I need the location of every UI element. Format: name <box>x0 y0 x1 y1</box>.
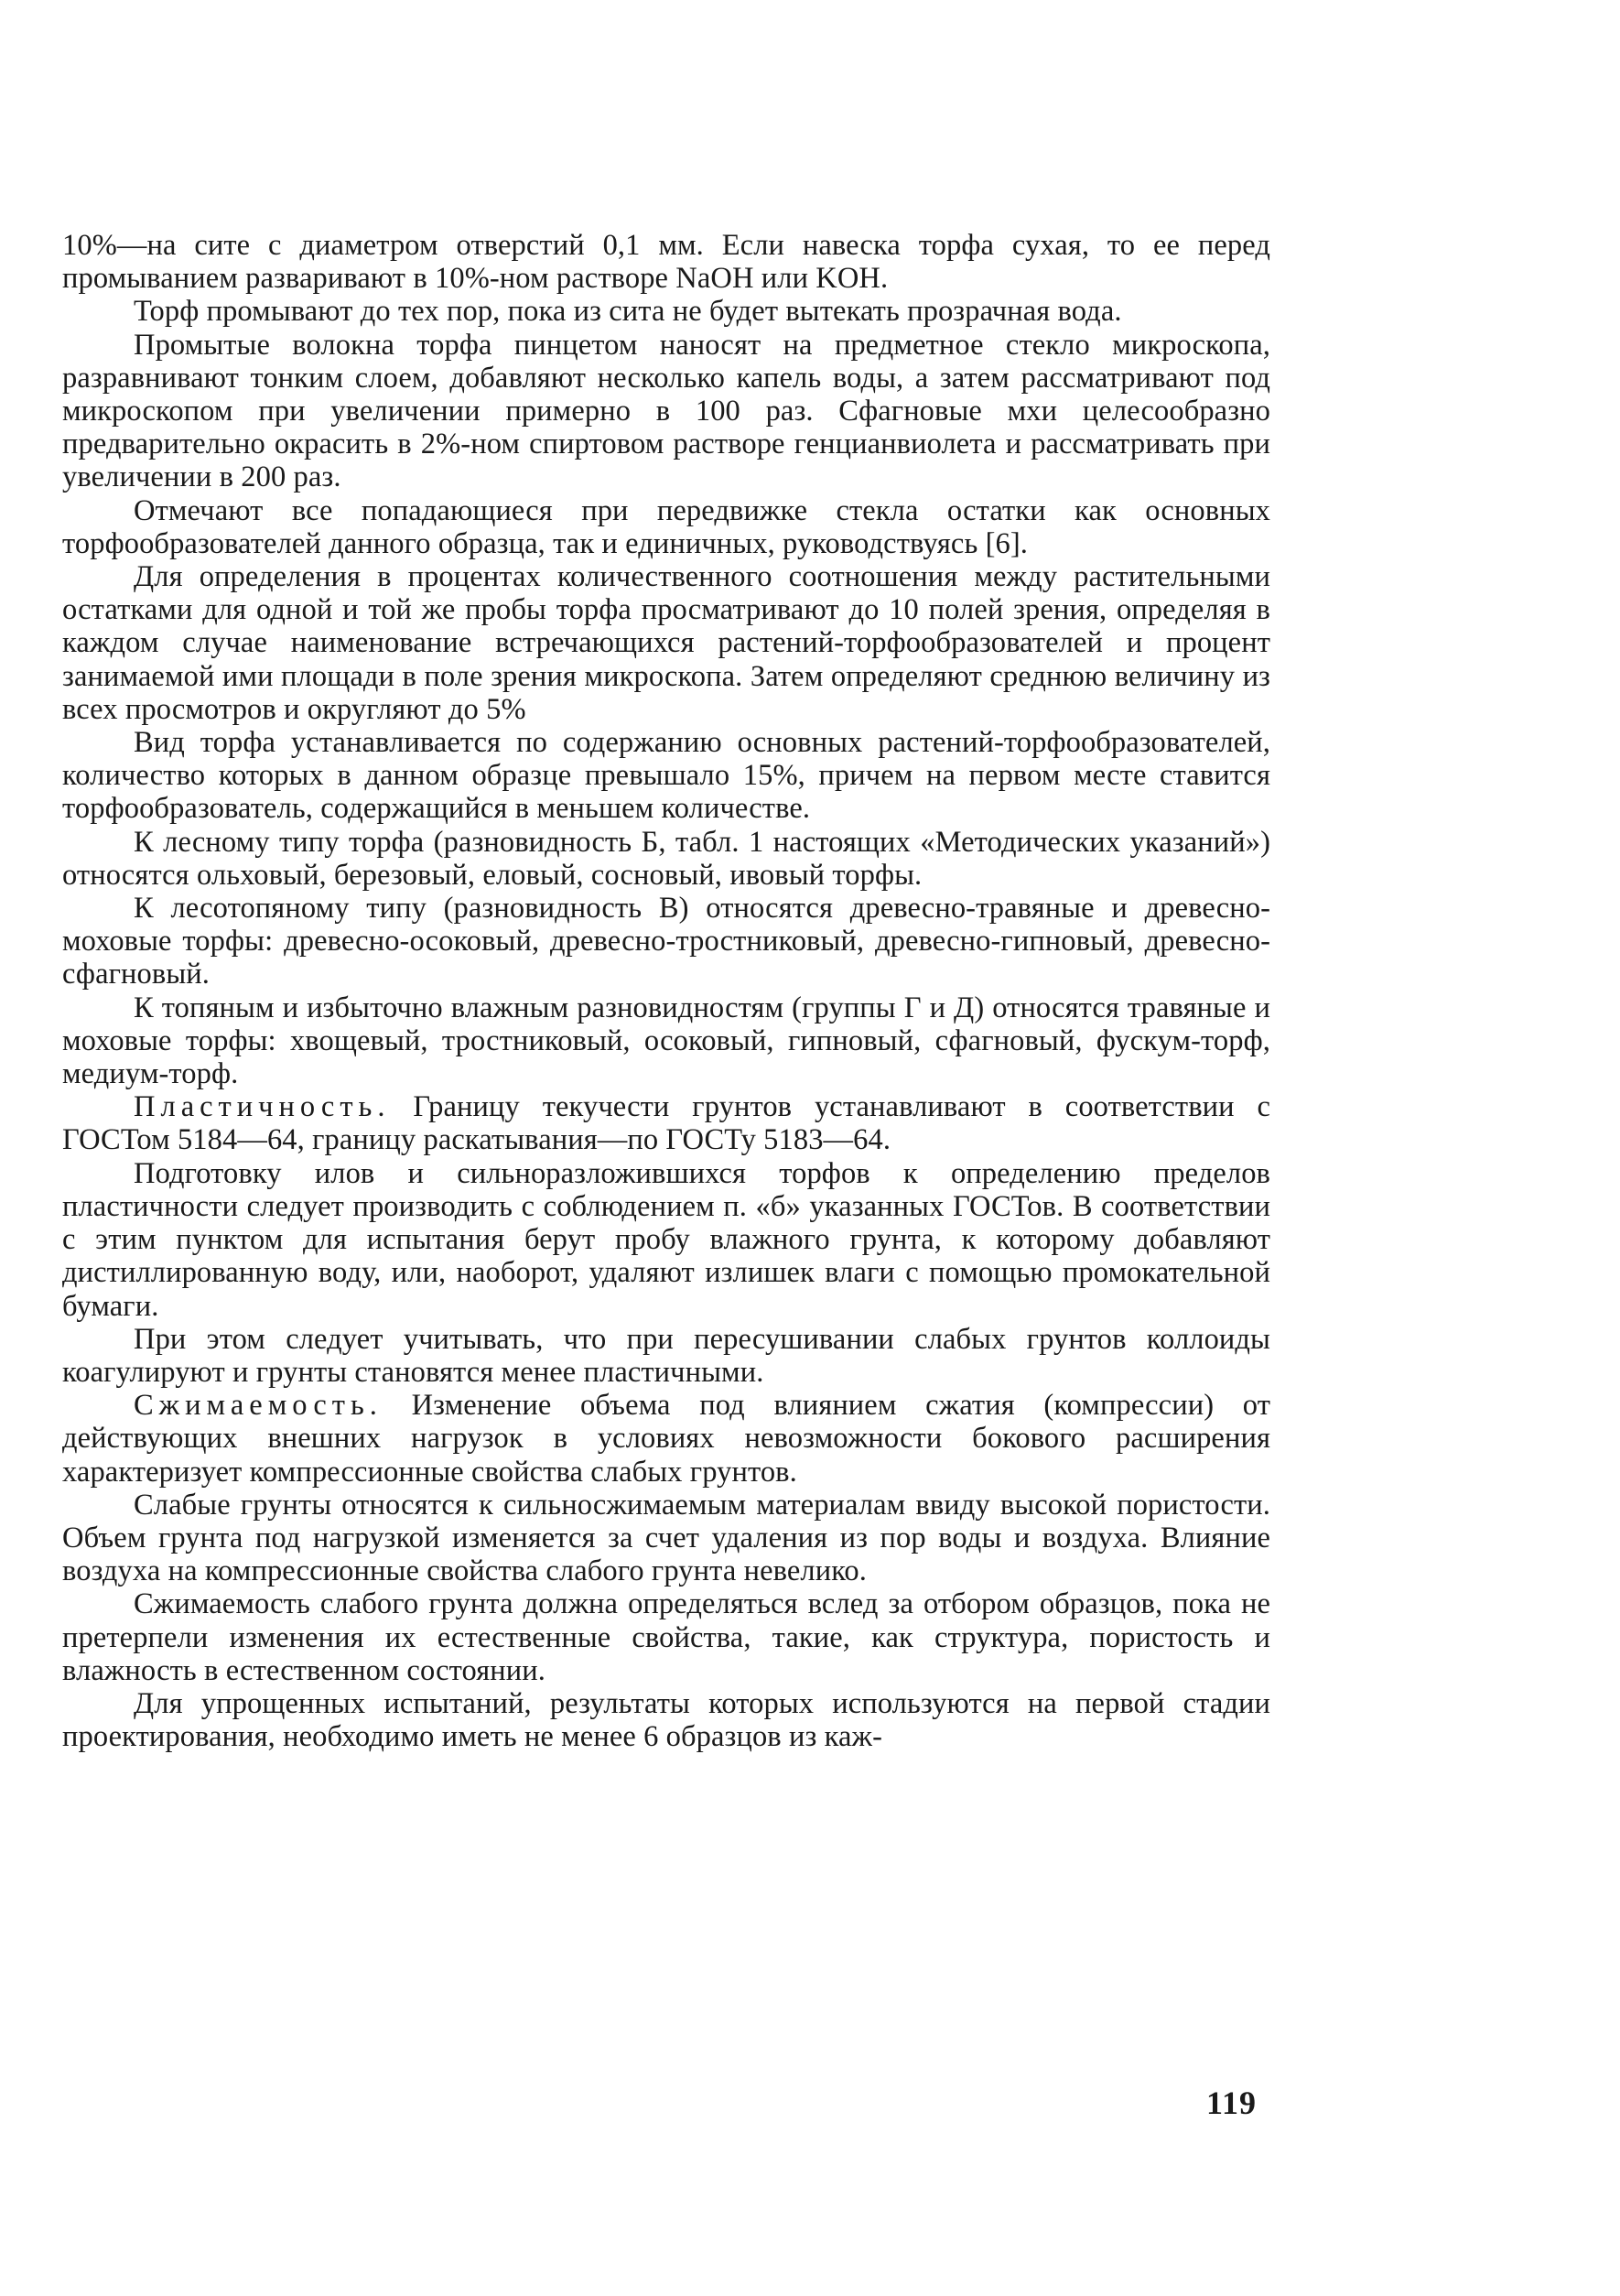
paragraph-8: К лесотопяному типу (разновидность В) относятся древесно-травяные и древесно-моховые торфы: древесно-осоковый, древесно-тростниковый, древесно-гипновый, древесно-сфагновый. <box>62 892 1270 991</box>
paragraph-plasticity-text: Границу текучести грунтов устанавливают в соответствии с ГОСТом 5184—64, границу раскатывания—по ГОСТу 5183—64. <box>62 1090 1270 1157</box>
page-number: 119 <box>1206 2085 1258 2121</box>
paragraph-9: К топяным и избыточно влажным разновидностям (группы Г и Д) относятся травяные и моховые торфы: хвощевый, тростниковый, осоковый, гипновый, сфагновый, фускум-торф, медиум-торф. <box>62 991 1270 1091</box>
paragraph-7: К лесному типу торфа (разновидность Б, табл. 1 настоящих «Методических указаний») относятся ольховый, березовый, еловый, сосновый, ивовый торфы. <box>62 825 1270 892</box>
paragraph-5: Для определения в процентах количественного соотношения между растительными остатками для одной и той же пробы торфа просматривают до 10 полей зрения, определяя в каждом случае наименование встречающихся растений-торфообразователей и процент занимаемой ими площади в поле зрения микроскопа. Затем определяют среднюю величину из всех просмотров и округляют до 5% <box>62 560 1270 726</box>
section-heading-compressibility: Сжимаемость. <box>134 1389 383 1423</box>
section-heading-plasticity: Пластичность. <box>134 1090 391 1124</box>
paragraph-15: Сжимаемость слабого грунта должна определяться вслед за отбором образцов, пока не претерпели изменения их естественные свойства, такие, как структура, пористость и влажность в естественном состоянии. <box>62 1587 1270 1687</box>
paragraph-14: Слабые грунты относятся к сильносжимаемым материалам ввиду высокой пористости. Объем грунта под нагрузкой изменяется за счет удаления из пор воды и воздуха. Влияние воздуха на компрессионные свойства слабого грунта невелико. <box>62 1488 1270 1588</box>
body-text <box>62 229 1270 1753</box>
paragraph-12: При этом следует учитывать, что при пересушивании слабых грунтов коллоиды коагулируют и грунты становятся менее пластичными. <box>62 1322 1270 1389</box>
paragraph-16: Для упрощенных испытаний, результаты которых используются на первой стадии проектирования, необходимо иметь не менее 6 образцов из каж- <box>62 1686 1270 1754</box>
paragraph-plasticity <box>62 1090 1270 1156</box>
paragraph-3: Промытые волокна торфа пинцетом наносят на предметное стекло микроскопа, разравнивают тонким слоем, добавляют несколько капель воды, а затем рассматривают под микроскопом при увеличении примерно в 100 раз. Сфагновые мхи целесообразно предварительно окрасить в 2%-ном спиртовом растворе генцианвиолета и рассматривать при увеличении в 200 раз. <box>62 328 1270 494</box>
paragraph-compressibility-text: Изменение объема под влиянием сжатия (компрессии) от действующих внешних нагрузок в условиях невозможности бокового расширения характеризует компрессионные свойства слабых грунтов. <box>62 1389 1270 1489</box>
paragraph-1: 10%—на сите с диаметром отверстий 0,1 мм. Если навеска торфа сухая, то ее перед промыванием разваривают в 10%-ном растворе NaOH или KOH. <box>62 229 1270 296</box>
paragraph-11: Подготовку илов и сильноразложившихся торфов к определению пределов пластичности следует производить с соблюдением п. «б» указанных ГОСТов. В соответствии с этим пунктом для испытания берут пробу влажного грунта, к которому добавляют дистиллированную воду, или, наоборот, удаляют излишек влаги с помощью промокательной бумаги. <box>62 1156 1270 1323</box>
paragraph-2: Торф промывают до тех пор, пока из сита не будет вытекать прозрачная вода. <box>134 295 1122 329</box>
paragraph-compressibility <box>62 1389 1270 1489</box>
paragraph-4: Отмечают все попадающиеся при передвижке стекла остатки как основных торфообразователей данного образца, так и единичных, руководствуясь [6]. <box>62 493 1270 560</box>
paragraph-6: Вид торфа устанавливается по содержанию основных растений-торфообразователей, количество которых в данном образце превышало 15%, причем на первом месте ставится торфообразователь, содержащийся в меньшем количестве. <box>62 726 1270 826</box>
